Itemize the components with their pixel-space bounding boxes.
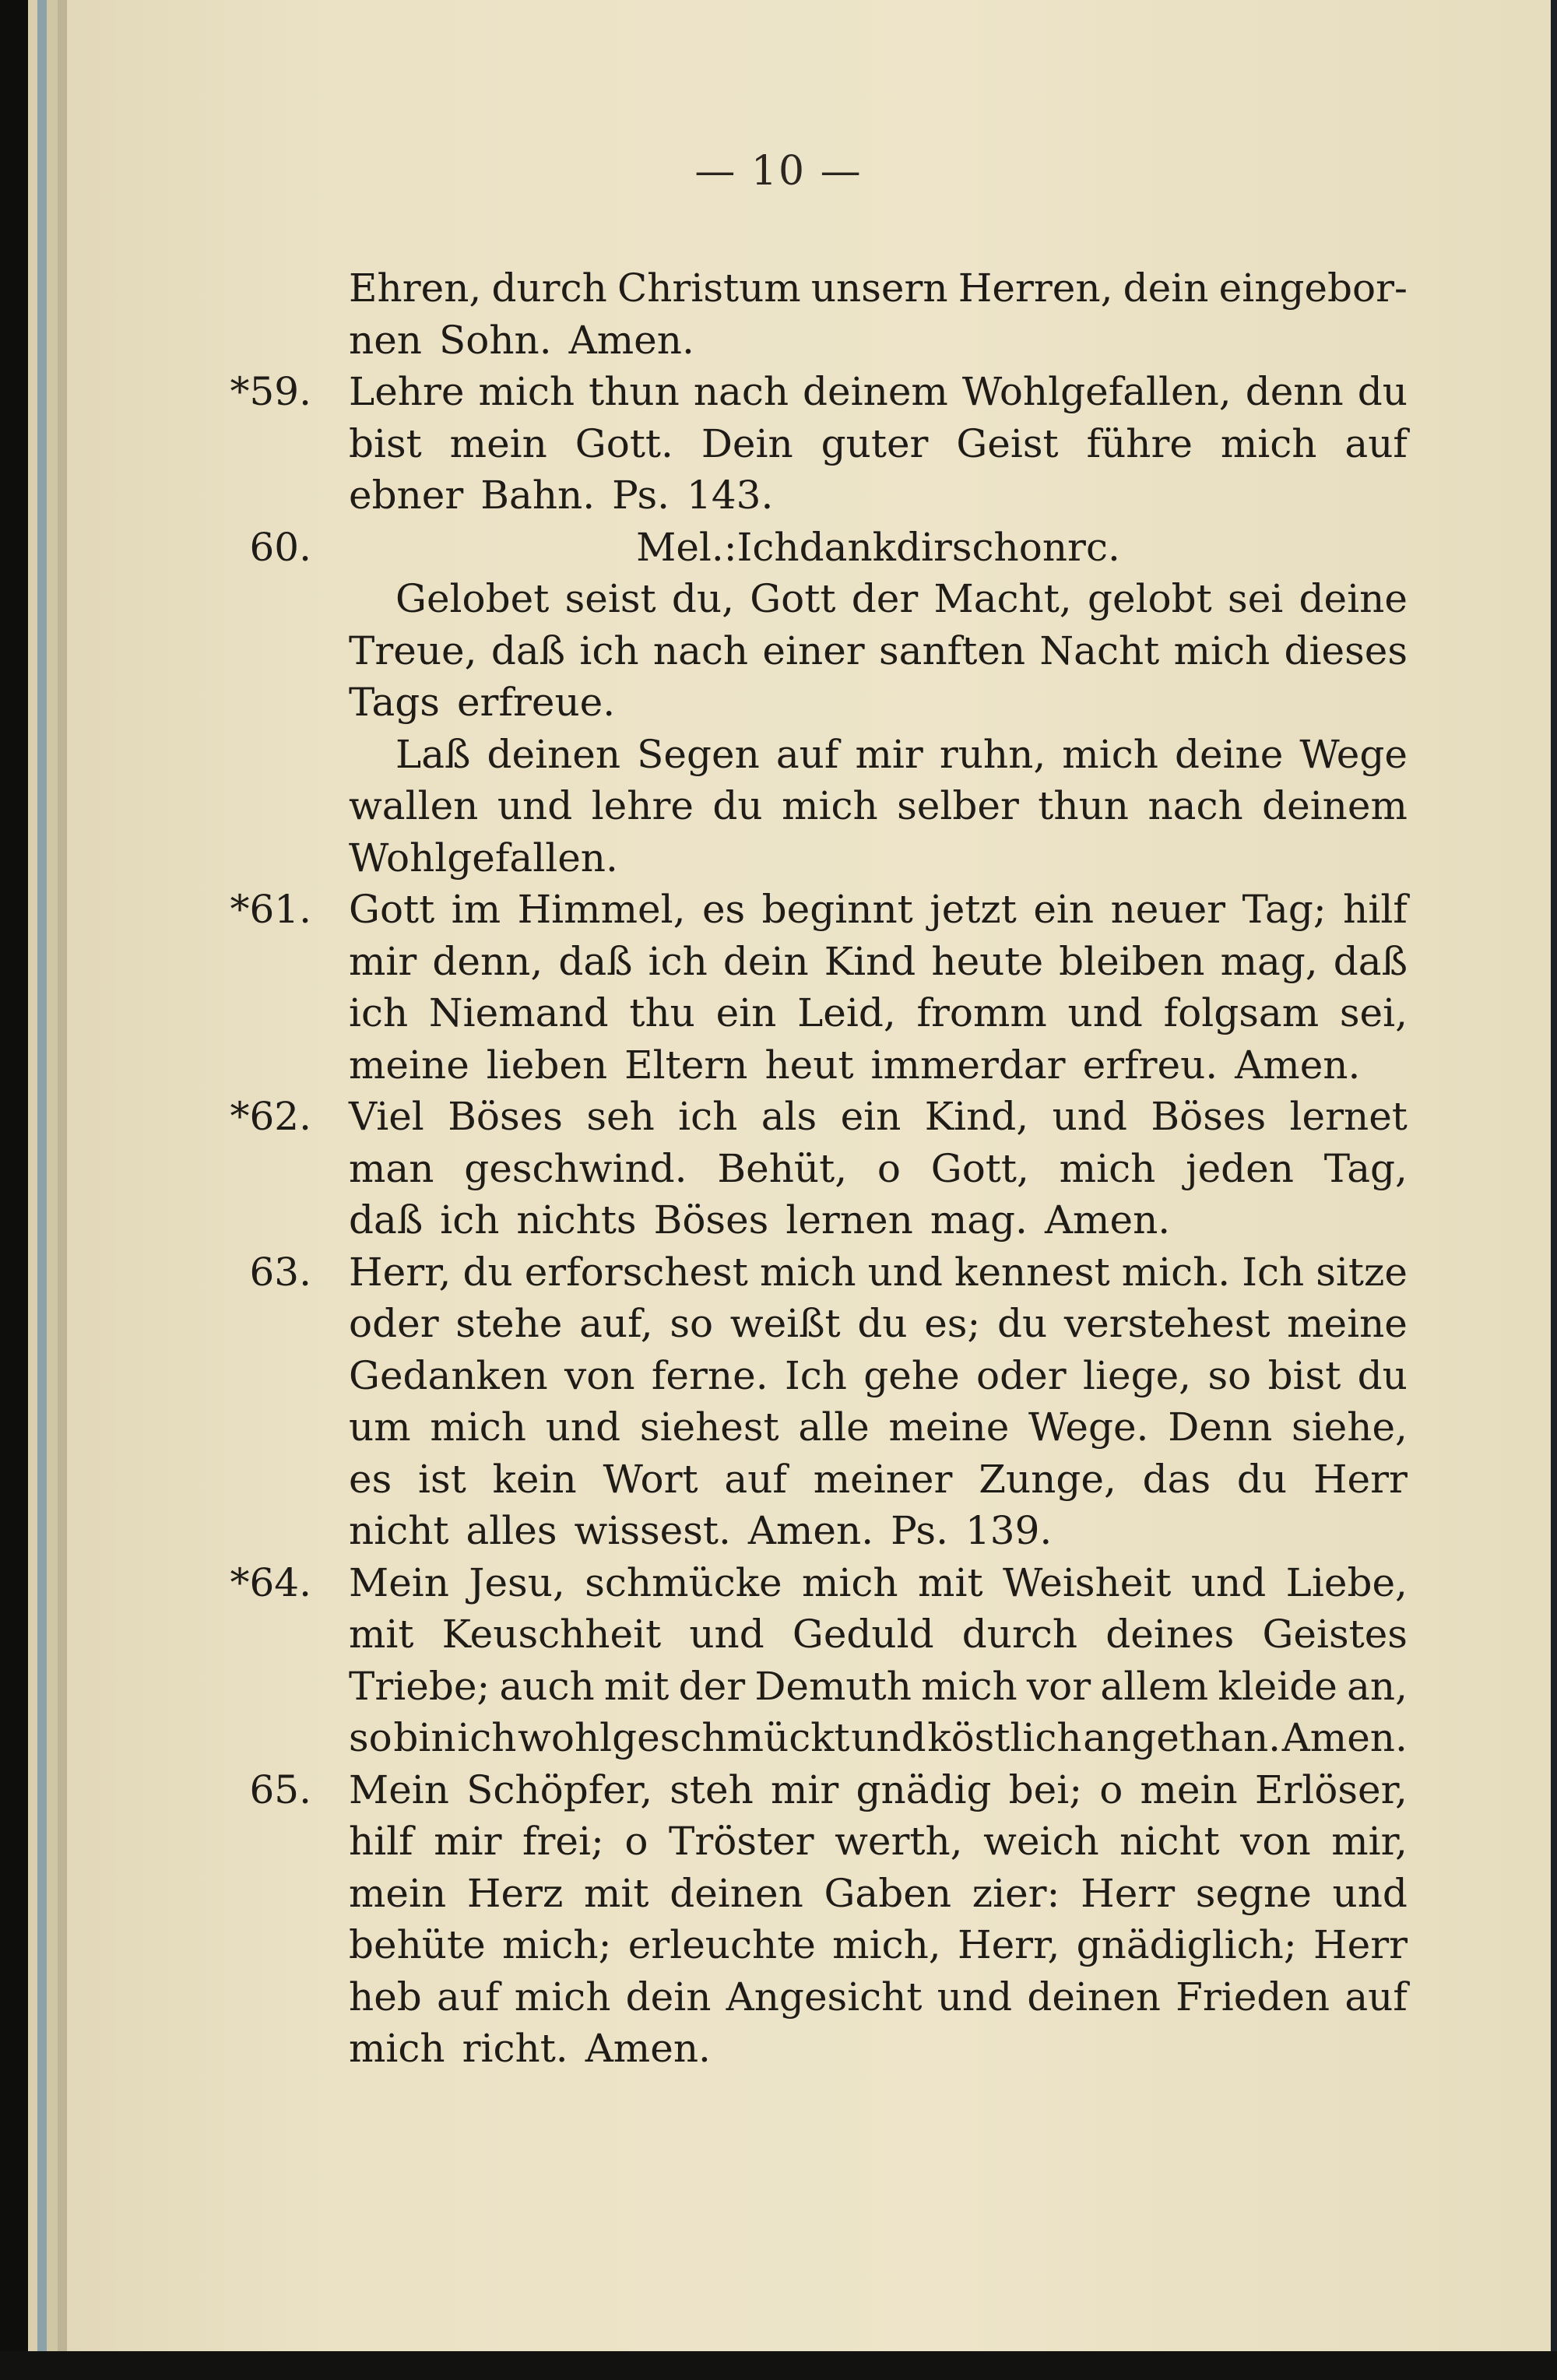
scan-border-bottom — [0, 2351, 1557, 2380]
text-line: Ehren, durch Christum unsern Herren, dein eingebor- — [349, 265, 1408, 311]
text-line: wallen und lehre du mich selber thun nach deinem — [349, 783, 1408, 828]
text-line: heb auf mich dein Angesicht und deinen Frieden auf — [349, 1974, 1408, 2020]
text-line: daß ich nichts Böses lernen mag. Amen. — [349, 1197, 1171, 1243]
text-line: mit Keuschheit und Geduld durch deines Geistes — [349, 1612, 1408, 1657]
entry-number: 60. — [249, 524, 311, 570]
text-line: nen Sohn. Amen. — [349, 317, 694, 363]
entry-number: 63. — [249, 1249, 311, 1295]
text-line: bist mein Gott. Dein guter Geist führe mich auf — [349, 420, 1408, 466]
text-line: mein Herz mit deinen Gaben zier: Herr segne und — [349, 1870, 1408, 1916]
entry-number: *59. — [230, 369, 311, 414]
text-line: mich richt. Amen. — [349, 2026, 711, 2071]
text-line: Wohlgefallen. — [349, 835, 618, 881]
text-line: hilf mir frei; o Tröster werth, weich nicht von mir, — [349, 1819, 1408, 1864]
text-line: Mein Jesu, schmücke mich mit Weisheit und Liebe, — [349, 1559, 1408, 1605]
text-line: Triebe; auch mit der Demuth mich vor allem kleide an, — [349, 1663, 1408, 1709]
text-line: Gedanken von ferne. Ich gehe oder liege, so bist du — [349, 1352, 1408, 1398]
text-line: Gott im Himmel, es beginnt jetzt ein neuer Tag; hilf — [349, 887, 1408, 932]
text-line: ebner Bahn. Ps. 143. — [349, 473, 774, 518]
text-line: es ist kein Wort auf meiner Zunge, das du Herr — [349, 1456, 1408, 1502]
entry-number: *64. — [230, 1559, 311, 1605]
entry-number: *61. — [230, 887, 311, 932]
text-line: Mel.: Ich dank dir schon rc. — [636, 524, 1120, 570]
text-line: Laß deinen Segen auf mir ruhn, mich deine Wege — [395, 731, 1408, 777]
text-line: mir denn, daß ich dein Kind heute bleiben mag, daß — [349, 938, 1408, 984]
text-line: Viel Böses seh ich als ein Kind, und Böses lernet — [349, 1094, 1408, 1139]
text-line: Treue, daß ich nach einer sanften Nacht mich dieses — [349, 628, 1408, 673]
entry-number: *62. — [230, 1094, 311, 1139]
text-line: meine lieben Eltern heut immerdar erfreu. Amen. — [349, 1042, 1361, 1088]
entry-number: 65. — [249, 1767, 311, 1812]
text-line: Herr, du erforschest mich und kennest mich. Ich sitze — [349, 1249, 1408, 1295]
text-line: Tags erfreue. — [349, 680, 616, 725]
text-line: Gelobet seist du, Gott der Macht, gelobt sei deine — [395, 576, 1408, 621]
scan-border-left — [0, 0, 28, 2380]
page-number: — 10 — — [694, 148, 863, 195]
text-line: um mich und siehest alle meine Wege. Denn siehe, — [349, 1404, 1408, 1450]
text-line: ich Niemand thu ein Leid, fromm und folgsam sei, — [349, 990, 1408, 1035]
text-line: Lehre mich thun nach deinem Wohlgefallen, denn du — [349, 369, 1408, 414]
text-line: Mein Schöpfer, steh mir gnädig bei; o mein Erlöser, — [349, 1767, 1408, 1812]
text-line: behüte mich; erleuchte mich, Herr, gnädiglich; Herr — [349, 1922, 1408, 1967]
text-line: nicht alles wissest. Amen. Ps. 139. — [349, 1508, 1053, 1553]
text-line: man geschwind. Behüt, o Gott, mich jeden Tag, — [349, 1145, 1408, 1191]
text-line: oder stehe auf, so weißt du es; du verstehest meine — [349, 1301, 1408, 1346]
text-line: so bin ich wohlgeschmückt und köstlich angethan. Amen. — [349, 1715, 1408, 1760]
